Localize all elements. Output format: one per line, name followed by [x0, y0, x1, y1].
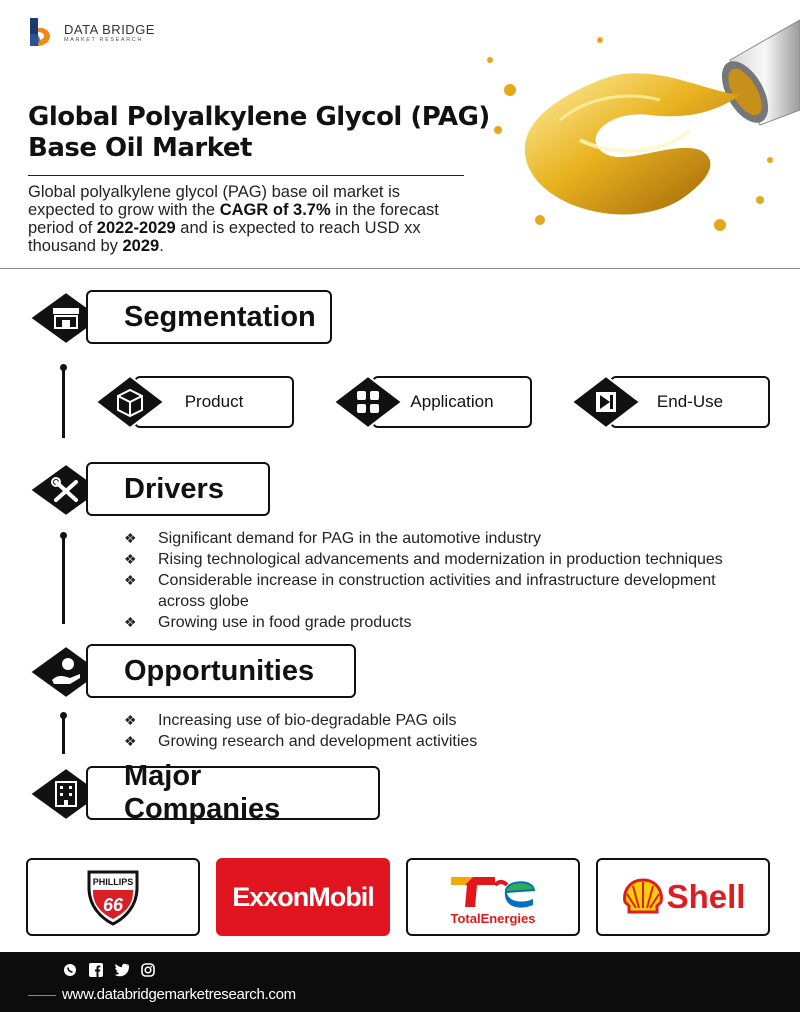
instagram-icon[interactable]	[140, 962, 156, 978]
segment-application	[332, 376, 532, 428]
shell-pecten-icon	[621, 878, 665, 916]
timeline-line	[62, 538, 65, 624]
footer-divider	[28, 995, 56, 996]
opportunities-list	[124, 710, 477, 752]
opportunity-text: Growing research and development activities	[158, 733, 478, 750]
driver-text: Significant demand for PAG in the automotive industry	[158, 530, 542, 547]
brand-tagline: MARKET RESEARCH	[64, 36, 143, 43]
bullet-diamond-icon: ❖	[124, 572, 137, 588]
intro-cagr: CAGR of 3.7%	[219, 201, 331, 219]
bullet-diamond-icon: ❖	[124, 614, 137, 630]
segment-end-use-label: End-Use	[610, 376, 770, 428]
oil-pour-illustration	[470, 0, 800, 265]
driver-text: Rising technological advancements and modernization in production techniques	[158, 551, 723, 568]
page-title: Global Polyalkylene Glycol (PAG) Base Oil Market	[28, 102, 490, 163]
intro-part-1: Global polyalkylene glycol (PAG) base oil market is expected to grow with the	[28, 183, 401, 219]
list-item	[124, 612, 764, 633]
social-links	[62, 962, 156, 978]
list-item	[124, 549, 764, 570]
driver-text: Growing use in food grade products	[158, 614, 412, 631]
intro-text	[28, 183, 468, 255]
driver-text: Considerable increase in construction activities and infrastructure development across globe	[158, 572, 716, 610]
drivers-title: Drivers	[86, 462, 270, 516]
company-shell	[596, 858, 770, 936]
footer	[0, 952, 800, 1012]
timeline-line	[62, 370, 65, 438]
data-bridge-logo-icon	[26, 16, 58, 48]
brand-name: DATA BRIDGE	[64, 21, 155, 37]
website-link[interactable]: www.databridgemarketresearch.com	[62, 986, 296, 1003]
segment-product-label: Product	[134, 376, 294, 428]
list-item	[124, 731, 477, 752]
exxonmobil-logo-text: ExxonMobil	[232, 881, 374, 912]
intro-period: 2022-2029	[96, 219, 176, 237]
totalenergies-logo-text: TotalEnergies	[450, 910, 536, 926]
intro-year: 2029	[122, 237, 160, 255]
box-icon	[94, 374, 166, 430]
timeline-line	[62, 718, 65, 754]
company-exxonmobil	[216, 858, 390, 936]
segment-product	[94, 376, 294, 428]
bullet-diamond-icon: ❖	[124, 551, 137, 567]
company-phillips66	[26, 858, 200, 936]
companies-title: Major Companies	[86, 766, 380, 820]
skip-icon	[570, 374, 642, 430]
facebook-icon[interactable]	[88, 962, 104, 978]
whatsapp-icon[interactable]	[62, 962, 78, 978]
shell-logo-text: Shell	[666, 878, 746, 915]
twitter-icon[interactable]	[114, 962, 130, 978]
intro-part-2: in the forecast period of	[28, 201, 439, 237]
totalenergies-logo-icon	[445, 869, 541, 909]
bullet-diamond-icon: ❖	[124, 712, 137, 728]
intro-part-3: and is expected to reach USD xx thousand by	[28, 219, 421, 255]
list-item	[124, 570, 764, 612]
segment-application-label: Application	[372, 376, 532, 428]
opportunity-text: Increasing use of bio-degradable PAG oils	[158, 712, 457, 729]
segmentation-title: Segmentation	[86, 290, 332, 344]
title-divider	[28, 175, 464, 176]
segment-end-use	[570, 376, 770, 428]
list-item	[124, 528, 764, 549]
grid-icon	[332, 374, 404, 430]
phillips66-logo-icon	[85, 866, 141, 928]
bullet-diamond-icon: ❖	[124, 530, 137, 546]
drivers-list	[124, 528, 764, 633]
company-totalenergies	[406, 858, 580, 936]
phillips-66-text: 66	[102, 895, 124, 915]
list-item	[124, 710, 477, 731]
intro-part-4: .	[159, 237, 164, 255]
phillips-text: PHILLIPS	[92, 877, 134, 887]
opportunities-title: Opportunities	[86, 644, 356, 698]
header-divider	[0, 268, 800, 269]
bullet-diamond-icon: ❖	[124, 733, 137, 749]
brand-logo	[26, 16, 155, 48]
